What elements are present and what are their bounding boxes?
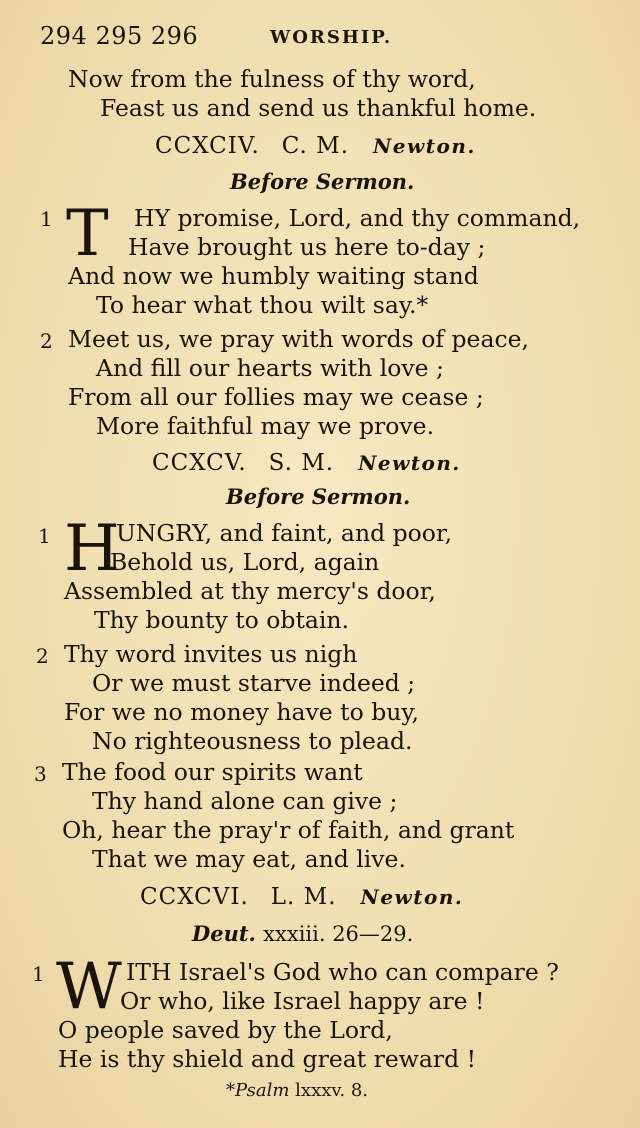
hymn-number: CCXCVI. bbox=[140, 884, 249, 910]
verse-line: More faithful may we prove. bbox=[96, 412, 435, 440]
verse-number: 2 bbox=[40, 329, 53, 353]
verse-number: 1 bbox=[40, 207, 53, 231]
hymn-number: CCXCIV. bbox=[155, 133, 260, 159]
continuation-line: Now from the fulness of thy word, bbox=[68, 65, 476, 93]
drop-cap: W bbox=[56, 950, 122, 1024]
verse-line: That we may eat, and live. bbox=[92, 845, 406, 873]
verse-line: And fill our hearts with love ; bbox=[96, 354, 444, 382]
verse-line: And now we humbly waiting stand bbox=[68, 262, 479, 290]
verse-number: 3 bbox=[34, 762, 47, 786]
verse-number: 1 bbox=[38, 524, 51, 548]
verse-line: Thy word invites us nigh bbox=[64, 640, 358, 668]
verse-line: From all our follies may we cease ; bbox=[68, 383, 484, 411]
hymn-number: CCXCV. bbox=[152, 450, 247, 476]
hymn-tune: Newton. bbox=[358, 451, 461, 475]
hymn-meter: C. M. bbox=[281, 133, 350, 159]
hymn-subtitle: Before Sermon. bbox=[226, 484, 411, 509]
hymn-subtitle bbox=[192, 921, 413, 946]
verse-number: 1 bbox=[32, 962, 45, 986]
hymn-subtitle: Before Sermon. bbox=[230, 169, 415, 194]
drop-cap: T bbox=[66, 197, 109, 271]
verse-line: Behold us, Lord, again bbox=[110, 548, 380, 576]
verse-line: The food our spirits want bbox=[62, 758, 363, 786]
verse-line: Oh, hear the pray'r of faith, and grant bbox=[62, 816, 515, 844]
hymn-tune: Newton. bbox=[373, 134, 476, 158]
verse-line: O people saved by the Lord, bbox=[58, 1016, 393, 1044]
verse-line: HY promise, Lord, and thy command, bbox=[134, 204, 581, 232]
footnote bbox=[226, 1080, 368, 1101]
verse-line: ITH Israel's God who can compare ? bbox=[126, 958, 559, 986]
verse-line: For we no money have to buy, bbox=[64, 698, 420, 726]
verse-line: Or we must starve indeed ; bbox=[92, 669, 416, 697]
verse-line: Assembled at thy mercy's door, bbox=[64, 577, 436, 605]
scripture-book: Deut. bbox=[192, 921, 256, 946]
hymn-heading-296 bbox=[140, 884, 463, 910]
verse-line: Meet us, we pray with words of peace, bbox=[68, 325, 530, 353]
hymn-meter: L. M. bbox=[270, 884, 337, 910]
verse-line: Thy hand alone can give ; bbox=[92, 787, 398, 815]
hymn-meter: S. M. bbox=[268, 450, 335, 476]
continuation-line: Feast us and send us thankful home. bbox=[100, 94, 537, 122]
verse-line: No righteousness to plead. bbox=[92, 727, 413, 755]
verse-number: 2 bbox=[36, 644, 49, 668]
running-title: WORSHIP. bbox=[270, 27, 393, 48]
hymn-heading-295 bbox=[152, 450, 461, 476]
page-numbers: 294 295 296 bbox=[40, 22, 199, 50]
hymn-heading-294 bbox=[155, 133, 476, 159]
hymn-tune: Newton. bbox=[360, 885, 464, 909]
scripture-reference: xxxiii. 26—29. bbox=[263, 922, 414, 946]
verse-line: To hear what thou wilt say.* bbox=[96, 291, 429, 319]
verse-line: Thy bounty to obtain. bbox=[94, 606, 350, 634]
footnote-reference: lxxxv. 8. bbox=[295, 1080, 369, 1101]
verse-line: Or who, like Israel happy are ! bbox=[120, 987, 485, 1015]
verse-line: UNGRY, and faint, and poor, bbox=[116, 519, 453, 547]
footnote-book: Psalm bbox=[235, 1080, 290, 1101]
footnote-mark: * bbox=[226, 1080, 235, 1101]
verse-line: He is thy shield and great reward ! bbox=[58, 1045, 477, 1073]
drop-cap: H bbox=[64, 512, 120, 586]
verse-line: Have brought us here to-day ; bbox=[128, 233, 486, 261]
